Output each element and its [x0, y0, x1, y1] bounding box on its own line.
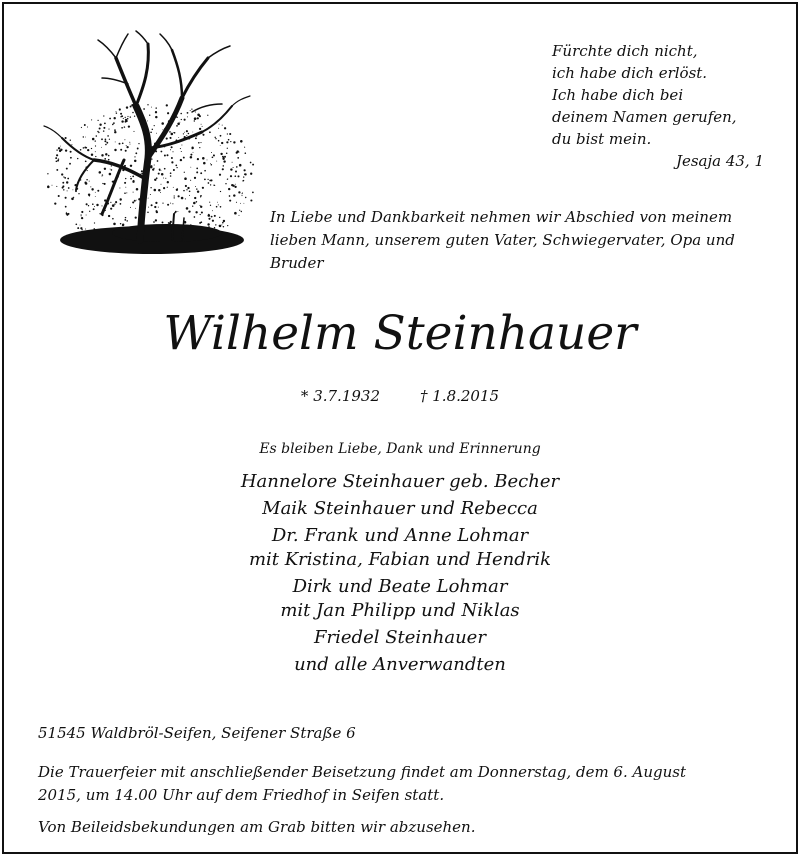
deceased-name: Wilhelm Steinhauer — [163, 306, 637, 361]
mourner-line: Dirk und Beate Lohmar — [292, 576, 508, 597]
family-address: 51545 Waldbröl-Seifen, Seifener Straße 6 — [38, 724, 356, 742]
verse-line: ich habe dich erlöst. — [552, 64, 708, 82]
mourners-list — [4, 470, 796, 680]
birth-date: * 3.7.1932 — [300, 387, 380, 405]
verse-line: du bist mein. — [552, 130, 652, 148]
intro-line: In Liebe und Dankbarkeit nehmen wir Abschied von meinem — [270, 208, 733, 226]
funeral-note — [38, 761, 738, 807]
mourner-entry — [4, 524, 796, 572]
mourner-entry — [4, 497, 796, 521]
mourner-entry — [4, 626, 796, 650]
funeral-note-line: 2015, um 14.00 Uhr auf dem Friedhof in Seifen statt. — [38, 786, 445, 804]
funeral-note-line: Die Trauerfeier mit anschließender Beisetzung findet am Donnerstag, dem 6. August — [38, 763, 686, 781]
farewell-intro — [270, 206, 770, 275]
tree-illustration-icon — [32, 28, 262, 268]
mourner-entry — [4, 653, 796, 677]
intro-line: lieben Mann, unserem guten Vater, Schwiegervater, Opa und — [270, 231, 735, 249]
mourners-heading: Es bleiben Liebe, Dank und Erinnerung — [259, 441, 541, 457]
death-date: † 1.8.2015 — [420, 387, 500, 405]
verse-line: deinem Namen gerufen, — [552, 108, 737, 126]
bible-verse — [552, 40, 764, 172]
mourner-line: und alle Anverwandten — [294, 654, 506, 675]
mourner-entry — [4, 470, 796, 494]
life-dates — [4, 387, 796, 405]
intro-line: Bruder — [270, 254, 324, 272]
mourner-line: Maik Steinhauer und Rebecca — [262, 498, 538, 519]
mourner-line: mit Kristina, Fabian und Hendrik — [248, 549, 552, 570]
verse-line: Fürchte dich nicht, — [552, 42, 698, 60]
obituary-notice — [2, 2, 798, 854]
mourner-line: Hannelore Steinhauer geb. Becher — [240, 471, 560, 492]
mourner-line: mit Jan Philipp und Niklas — [280, 600, 520, 621]
condolence-note: Von Beileidsbekundungen am Grab bitten wir abzusehen. — [38, 818, 476, 836]
mourner-line: Dr. Frank und Anne Lohmar — [271, 525, 529, 546]
mourner-line: Friedel Steinhauer — [314, 627, 486, 648]
verse-reference: Jesaja 43, 1 — [675, 152, 764, 170]
mourner-entry — [4, 575, 796, 623]
verse-line: Ich habe dich bei — [552, 86, 684, 104]
